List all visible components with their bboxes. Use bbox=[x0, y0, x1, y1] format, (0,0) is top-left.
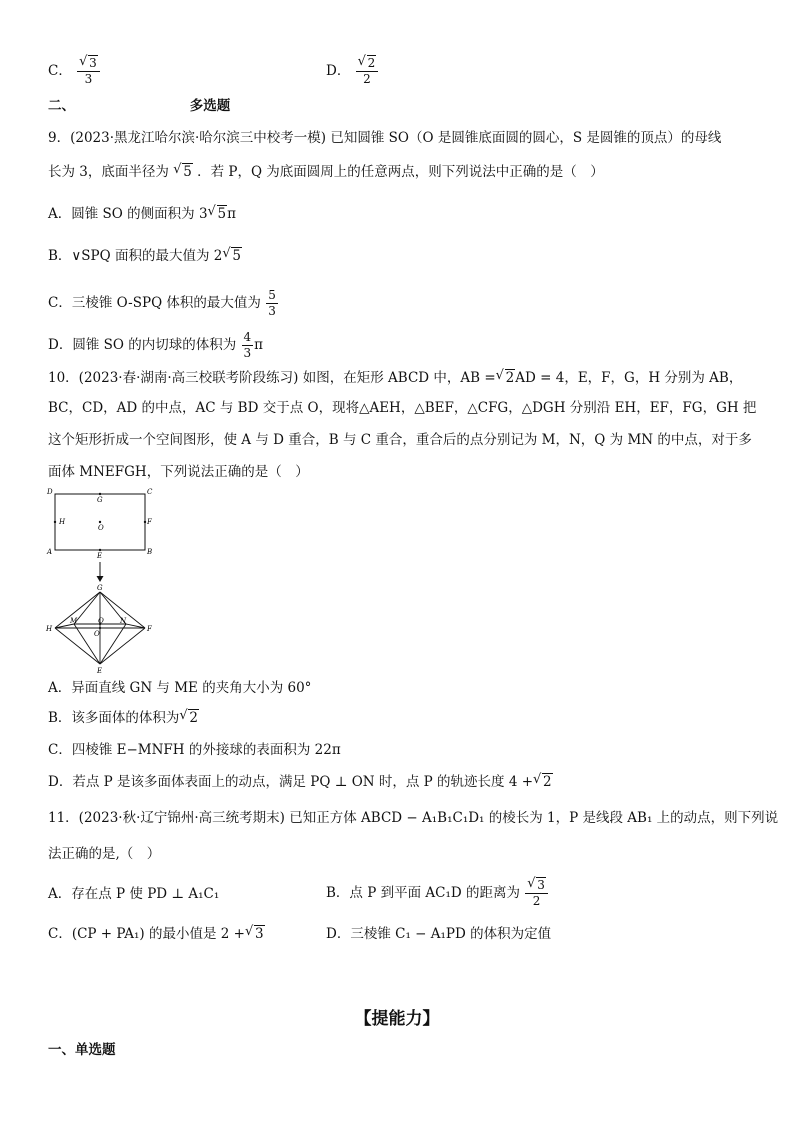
label-h: H bbox=[59, 518, 66, 526]
fraction: √ $\frac{3}{3}$ bbox=[77, 56, 100, 87]
q10-option-d: D．若点 P 是该多面体表面上的动点，满足 PQ ⊥ ON 时，点 P 的轨迹长度 4 +√ 2 bbox=[48, 772, 553, 792]
arrow-head bbox=[97, 576, 104, 582]
q9-line-1: 9．(2023·黑龙江哈尔滨·哈尔滨三中校考一模) 已知圆锥 SO（O 是圆锥底面圆的圆心，S 是圆锥的顶点）的母线 bbox=[48, 130, 722, 146]
q11-option-c: C．(CP + PA₁) 的最小值是 2 +√ 3 bbox=[48, 924, 265, 944]
label-e-poly: E bbox=[97, 667, 103, 675]
q11-option-b: B．点 P 到平面 AC₁D 的距离为 √ $\frac{3}{2}$ bbox=[326, 878, 549, 909]
point-o bbox=[99, 521, 101, 523]
point-e bbox=[99, 549, 101, 551]
section-heading-ability: 【提能力】 bbox=[354, 1009, 440, 1029]
q10-line-1: 10．(2023·春·湖南·高三校联考阶段练习) 如图，在矩形 ABCD 中，AB =√ 2AD = 4，E，F，G，H 分别为 AB， bbox=[48, 368, 742, 388]
label-n: N bbox=[120, 617, 127, 625]
q10-figure bbox=[40, 484, 170, 676]
q9-line-2: 长为 3，底面半径为 √ 5 ．若 P，Q 为底面圆周上的任意两点，则下列说法中正确的是（ ） bbox=[48, 162, 604, 182]
label-d: D bbox=[47, 488, 53, 496]
q11-line-2: 法正确的是,（ ） bbox=[48, 846, 161, 862]
label-b: B bbox=[147, 548, 153, 556]
option-d-prev: D． √ $\frac{2}{2}$ bbox=[326, 56, 379, 87]
section-heading-multi: 二、 多选题 bbox=[48, 98, 231, 114]
point-h bbox=[54, 521, 56, 523]
label-o-poly: O bbox=[94, 630, 100, 638]
q11-line-1: 11．(2023·秋·辽宁锦州·高三统考期末) 已知正方体 ABCD − A₁B₁C₁D₁ 的棱长为 1，P 是线段 AB₁ 上的动点，则下列说 bbox=[48, 810, 779, 826]
q11-option-d: D．三棱锥 C₁ − A₁PD 的体积为定值 bbox=[326, 926, 552, 942]
q10-option-c: C．四棱锥 E−MNFH 的外接球的表面积为 22π bbox=[48, 742, 341, 758]
label-a: A bbox=[47, 548, 53, 556]
label-e: E bbox=[97, 552, 103, 560]
q10-line-3: 这个矩形折成一个空间图形，使 A 与 D 重合，B 与 C 重合，重合后的点分别记为 M，N，Q 为 MN 的中点，对于多 bbox=[48, 432, 752, 448]
point-o-poly bbox=[99, 627, 101, 629]
q10-line-4: 面体 MNEFGH，下列说法正确的是（ ） bbox=[48, 464, 309, 480]
label-o: O bbox=[98, 524, 104, 532]
q9-option-d: D．圆锥 SO 的内切球的体积为 $\frac{4}{3}$ π bbox=[48, 330, 264, 360]
q11-option-a: A．存在点 P 使 PD ⊥ A₁C₁ bbox=[48, 886, 220, 902]
label-q: Q bbox=[98, 617, 104, 625]
label-h-poly: H bbox=[46, 625, 53, 633]
label-c: C bbox=[147, 488, 153, 496]
point-g bbox=[99, 493, 101, 495]
q9-option-b: B．∨SPQ 面积的最大值为 2√ 5 bbox=[48, 246, 242, 266]
label-f-poly: F bbox=[147, 625, 152, 633]
q10-option-b: B．该多面体的体积为√ 2 bbox=[48, 708, 199, 728]
label-f: F bbox=[147, 518, 152, 526]
option-c-prev: C． √ $\frac{3}{3}$ bbox=[48, 56, 101, 87]
q10-line-2: BC，CD，AD 的中点，AC 与 BD 交于点 O，现将△AEH，△BEF，△CFG，△DGH 分别沿 EH，EF，FG，GH 把 bbox=[48, 400, 757, 416]
section-heading-single: 一、单选题 bbox=[48, 1042, 116, 1058]
label-g: G bbox=[97, 496, 103, 504]
point-f bbox=[144, 521, 146, 523]
q9-option-a: A．圆锥 SO 的侧面积为 3√ 5π bbox=[48, 204, 236, 224]
label-m: M bbox=[70, 617, 78, 625]
fraction: √ $\frac{2}{2}$ bbox=[356, 56, 379, 87]
q9-option-c: C．三棱锥 O-SPQ 体积的最大值为 $\frac{5}{3}$ bbox=[48, 288, 276, 318]
label-g-poly: G bbox=[97, 584, 103, 592]
q10-option-a: A．异面直线 GN 与 ME 的夹角大小为 60° bbox=[48, 680, 312, 696]
